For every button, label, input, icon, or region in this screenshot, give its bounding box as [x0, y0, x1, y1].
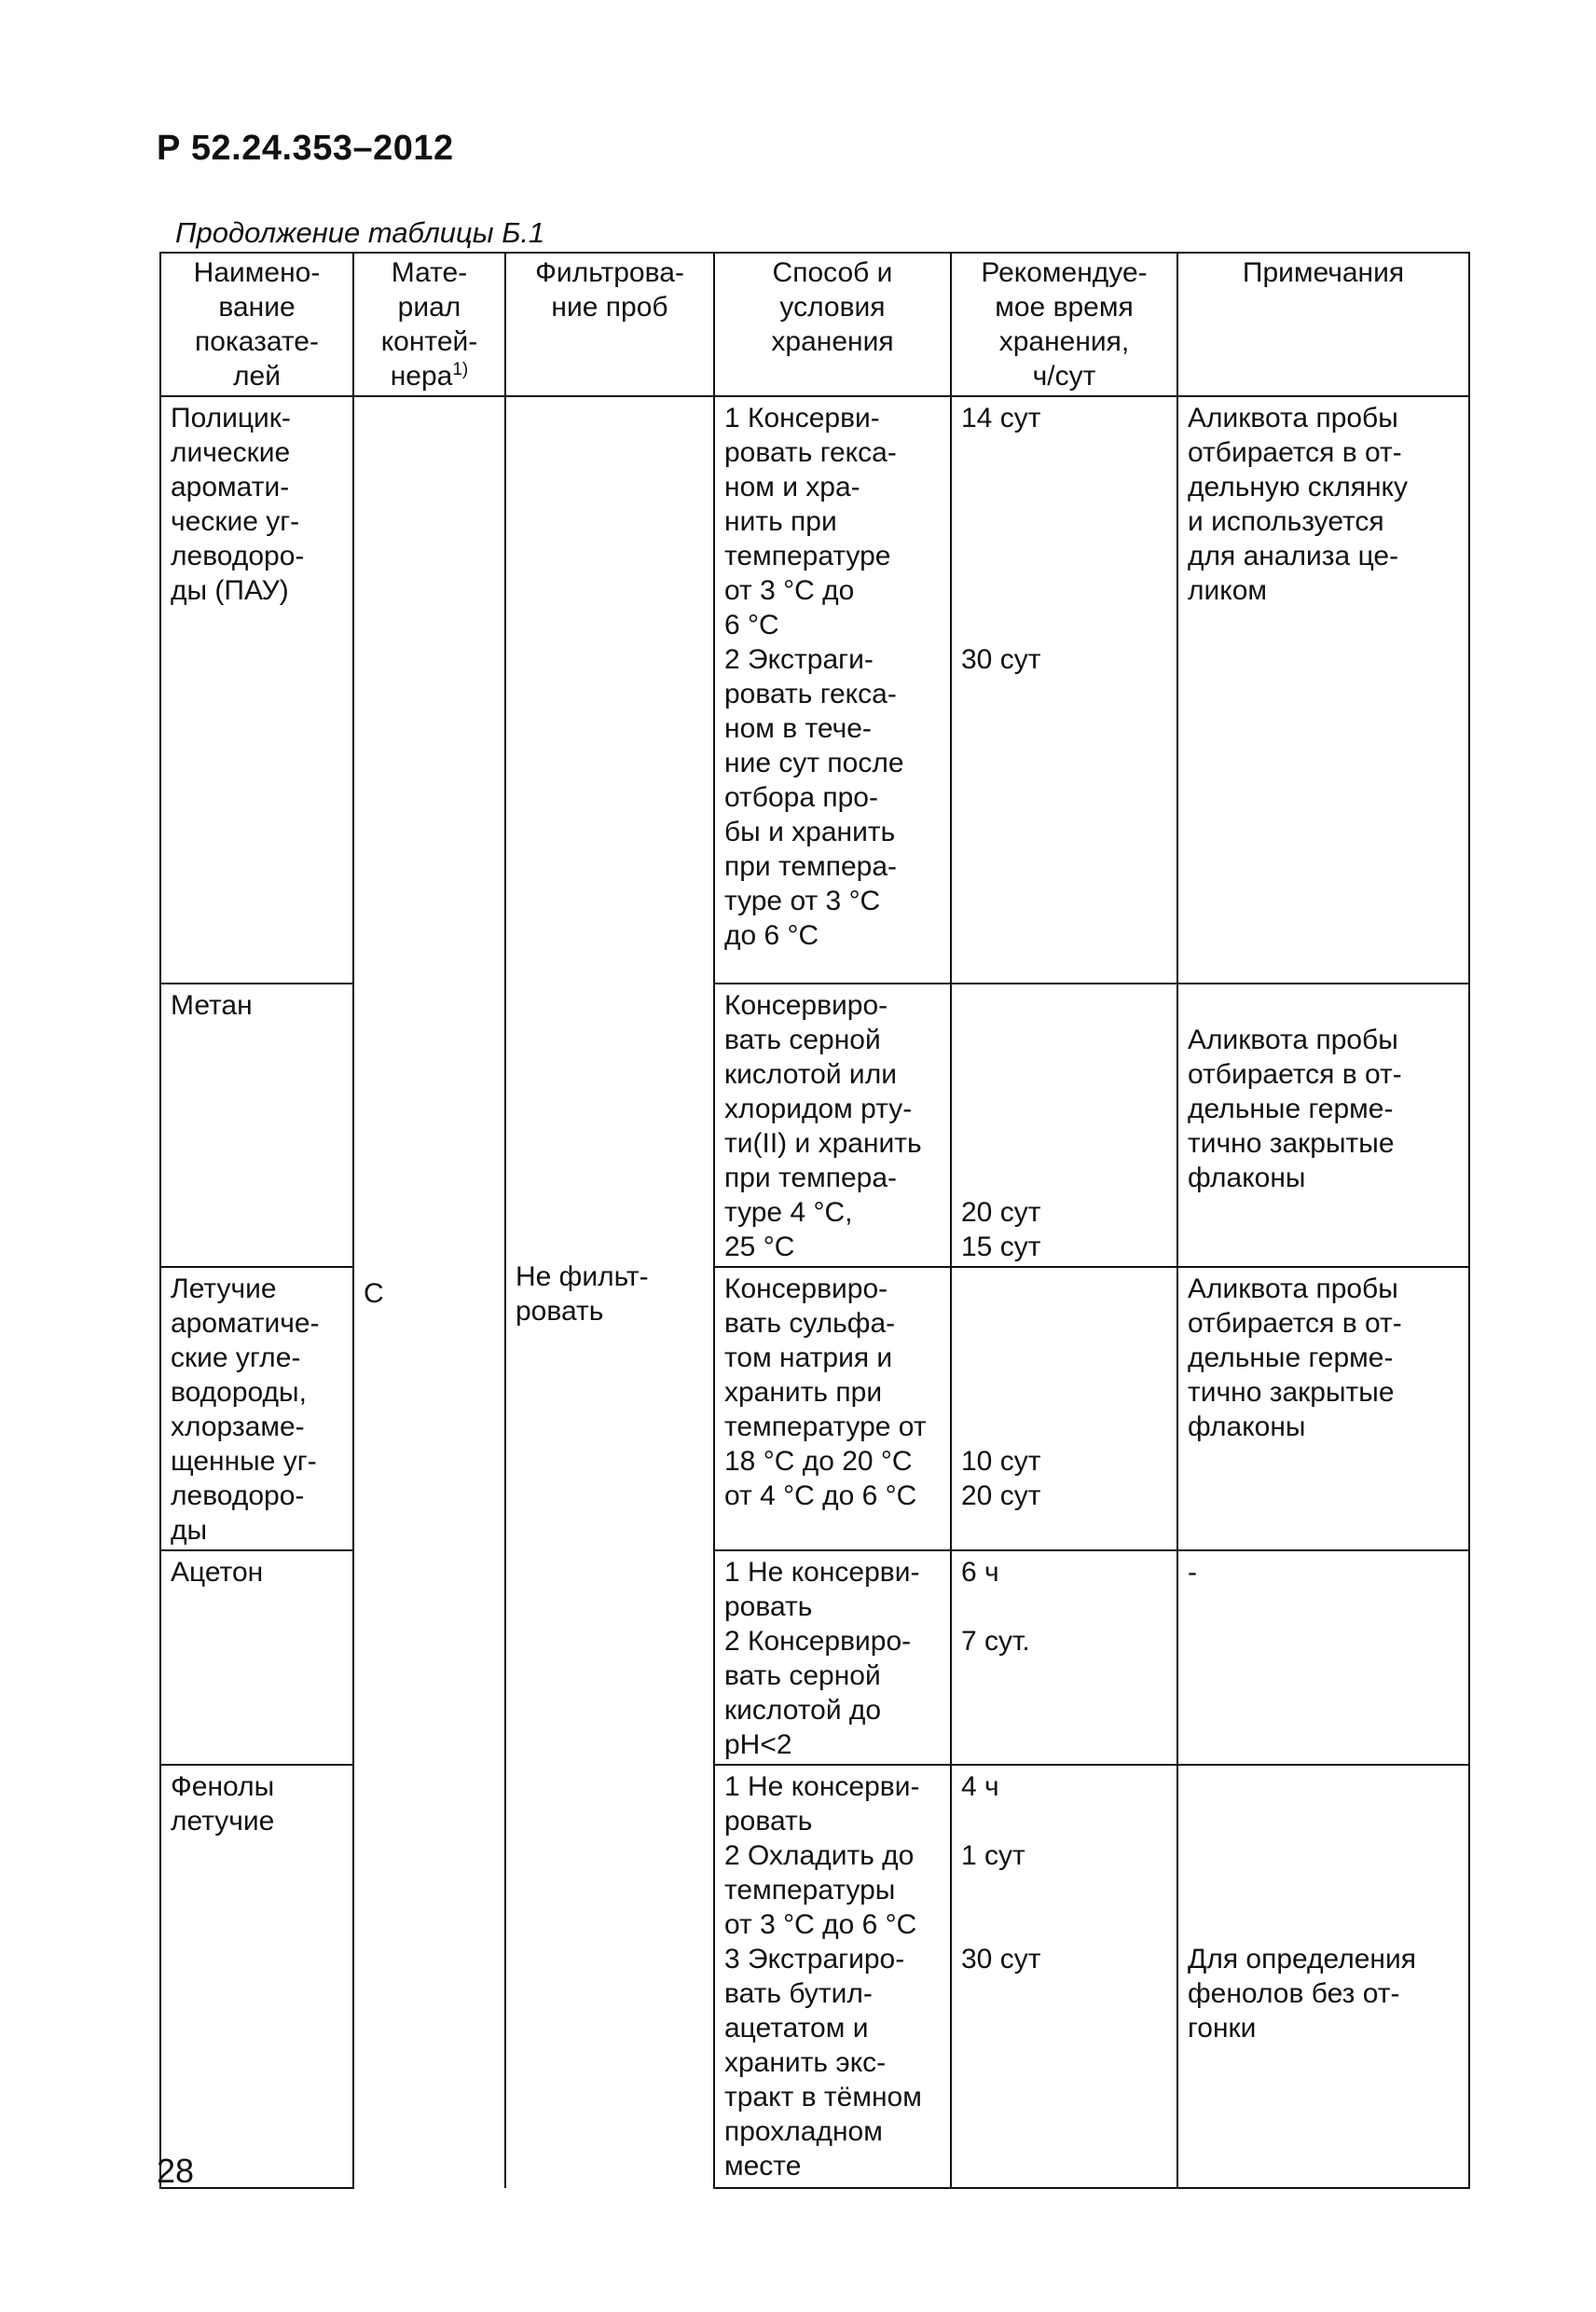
material-cell: С	[353, 396, 505, 2188]
row-notes: Аликвота пробы отбирается в от- дельные герме- тично закрытые флаконы	[1177, 984, 1469, 1267]
row-time: 10 сут 20 сут	[951, 1267, 1177, 1550]
row-time: 4 ч 1 сут 30 сут	[951, 1765, 1177, 2188]
row-notes: Аликвота пробы отбирается в от- дельные герме- тично закрытые флаконы	[1177, 1267, 1469, 1550]
row-name: Ацетон	[160, 1550, 353, 1765]
header-notes: Примечания	[1177, 253, 1469, 396]
row-time: 20 сут 15 сут	[951, 984, 1177, 1267]
table-header-row	[160, 253, 1469, 396]
row-method: Консервиро- вать серной кислотой или хлоридом рту- ти(II) и хранить при темпера- туре 4 °С, 25 °С	[714, 984, 951, 1267]
row-notes: -	[1177, 1550, 1469, 1765]
header-material	[353, 253, 505, 396]
row-method: 1 Не консерви- ровать 2 Охладить до температуры от 3 °С до 6 °С 3 Экстрагиро- вать бутил- ацетатом и хранить экс- тракт в тёмном прохладном месте	[714, 1765, 951, 2188]
table-caption: Продолжение таблицы Б.1	[175, 216, 545, 249]
footnote-marker: 1)	[452, 360, 469, 379]
page-number: 28	[157, 2152, 195, 2190]
row-time: 6 ч 7 сут.	[951, 1550, 1177, 1765]
storage-conditions-table	[159, 252, 1470, 2189]
filtration-cell: Не фильт- ровать	[505, 396, 714, 2188]
header-time: Рекомендуе- мое время хранения, ч/сут	[951, 253, 1177, 396]
header-filtration: Фильтрова- ние проб	[505, 253, 714, 396]
table-row	[160, 396, 1469, 984]
header-material-label: Мате- риал контей- нера	[380, 257, 478, 392]
row-name: Полицик- лические аромати- ческие уг- леводоро- ды (ПАУ)	[160, 396, 353, 984]
row-name: Фенолы летучие	[160, 1765, 353, 2188]
document-code: Р 52.24.353–2012	[157, 129, 454, 168]
header-name: Наимено- вание показате- лей	[160, 253, 353, 396]
row-method: Консервиро- вать сульфа- том натрия и хранить при температуре от 18 °С до 20 °С от 4 °С до 6 °С	[714, 1267, 951, 1550]
row-notes: Аликвота пробы отбирается в от- дельную склянку и используется для анализа це- ликом	[1177, 396, 1469, 984]
row-name: Летучие ароматиче- ские угле- водороды, хлорзаме- щенные уг- леводоро- ды	[160, 1267, 353, 1550]
header-method: Способ и условия хранения	[714, 253, 951, 396]
row-name: Метан	[160, 984, 353, 1267]
row-method: 1 Консерви- ровать гекса- ном и хра- нить при температуре от 3 °С до 6 °С 2 Экстраги- ровать гекса- ном в тече- ние сут после отбора про- бы и хранить при темпера- туре от 3 °С до 6 °С	[714, 396, 951, 984]
row-time: 14 сут 30 сут	[951, 396, 1177, 984]
row-notes: Для определения фенолов без от- гонки	[1177, 1765, 1469, 2188]
row-method: 1 Не консерви- ровать 2 Консервиро- вать серной кислотой до pH<2	[714, 1550, 951, 1765]
